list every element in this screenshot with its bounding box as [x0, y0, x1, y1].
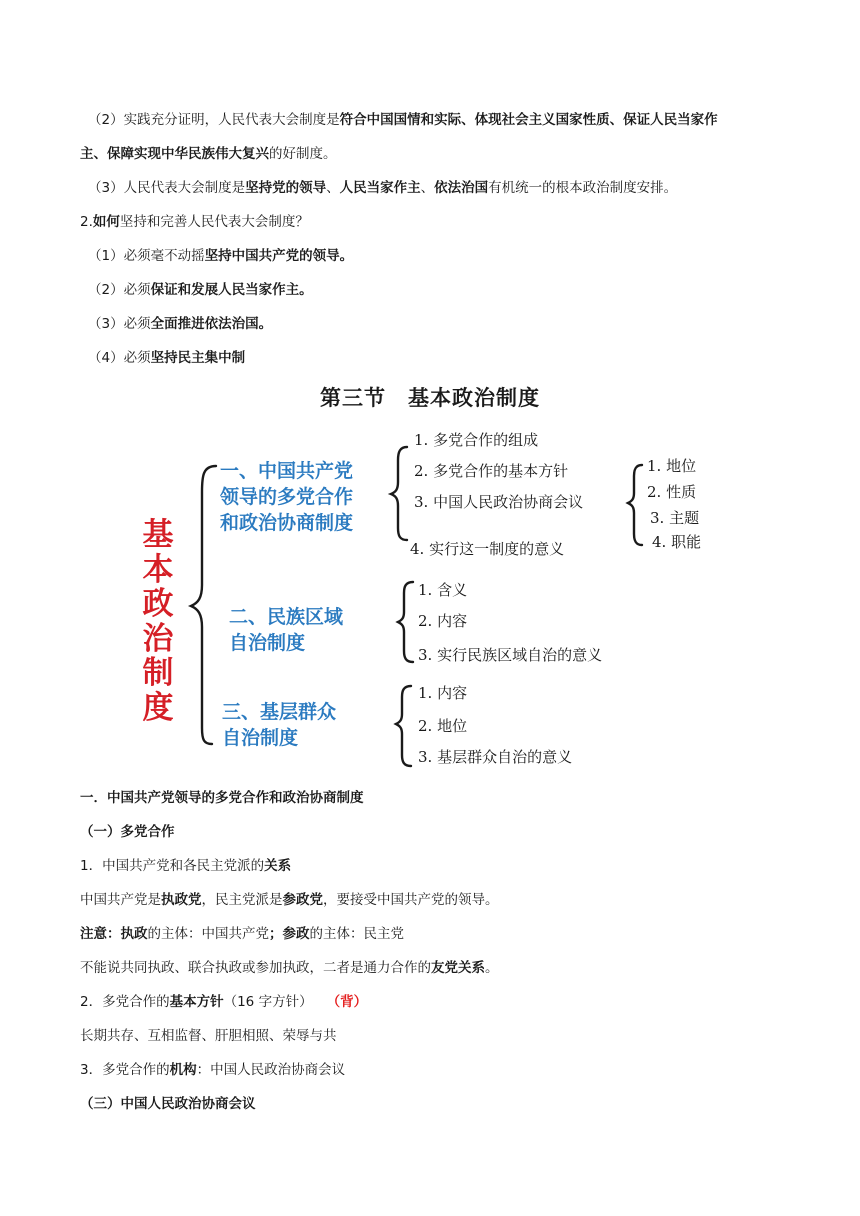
branch1-sub-4: 4. 职能: [652, 533, 702, 551]
branch2-brace: [398, 582, 413, 662]
branch1-item-4: 4. 实行这一制度的意义: [410, 540, 565, 558]
note-1: [80, 856, 291, 876]
root-char: 本: [142, 551, 174, 588]
n5-post: （16 字方针）: [223, 994, 313, 1010]
n3-mid-1: 的主体：中国共产党: [147, 926, 269, 942]
n4-pre: 不能说共同执政、联合执政或参加执政，二者是通力合作的: [80, 960, 431, 976]
main-brace: [191, 466, 216, 744]
n1-bold: 关系: [264, 858, 292, 874]
root-char: 度: [142, 689, 174, 726]
section-title: 第三节 基本政治制度: [320, 386, 540, 410]
n7-pre: 3．多党合作的: [80, 1062, 170, 1078]
note-4: [80, 958, 499, 978]
p1b-text: 的好制度。: [269, 146, 337, 162]
branch2-label: [229, 604, 343, 656]
p2-bold-1: 坚持党的领导: [245, 180, 327, 196]
note-5: [80, 992, 367, 1012]
branch1-sub-1: 1. 地位: [647, 457, 697, 475]
n2-pre: 中国共产党是: [80, 892, 161, 908]
n3-mid-2: 的主体：民主党: [309, 926, 404, 942]
branch2-line: 自治制度: [229, 632, 306, 654]
branch3-brace: [396, 686, 411, 766]
n7-post: ：中国人民政治协商会议: [196, 1062, 346, 1078]
branch3-line: 自治制度: [222, 727, 299, 749]
branch1-item-3: 3. 中国人民政治协商会议: [414, 493, 584, 511]
root-char: 基: [142, 517, 174, 553]
notes-heading-3: （三）中国人民政治协商会议: [80, 1096, 256, 1112]
root-char: 制: [142, 655, 174, 691]
n7-bold: 机构: [169, 1062, 197, 1078]
root-label: [138, 518, 178, 725]
p1b-bold: 主、保障实现中华民族伟大复兴: [80, 146, 269, 162]
n5-pre: 2．多党合作的: [80, 994, 170, 1010]
branch3-item-1: 1. 内容: [418, 684, 468, 702]
branch1-item-1: 1. 多党合作的组成: [414, 431, 539, 449]
p2-sep-2: 、: [420, 180, 435, 196]
memorize-tag: （背）: [326, 994, 368, 1010]
p2-post: 有机统一的根本政治制度安排。: [488, 180, 678, 196]
n1-pre: 1．中国共产党和各民主党派的: [80, 858, 265, 874]
branch3-label: [222, 699, 336, 751]
n3-bold-1: 注意：执政: [80, 926, 148, 942]
branch1-brace: [391, 447, 407, 540]
n4-bold: 友党关系: [431, 960, 485, 976]
root-char: 治: [142, 620, 174, 657]
branch2-item-2: 2. 内容: [418, 612, 468, 630]
branch3-item-2: 2. 地位: [418, 717, 468, 735]
branch3-item-3: 3. 基层群众自治的意义: [418, 748, 573, 766]
branch1-line: 一、中国共产党: [220, 460, 354, 482]
sub-brace: [628, 465, 642, 545]
note-7: [80, 1060, 345, 1080]
n3-bold-2: ；参政: [269, 926, 310, 942]
q-bold: 如何: [92, 214, 120, 230]
note-3: [80, 924, 404, 944]
branch1-label: [220, 458, 353, 536]
n5-bold: 基本方针: [169, 994, 224, 1010]
note-6: 长期共存、互相监督、肝胆相照、荣辱与共: [80, 1028, 337, 1044]
r3-pre: （3）必须: [88, 316, 151, 332]
r4-pre: （4）必须: [88, 350, 151, 366]
r1-pre: （1）必须毫不动摇: [88, 248, 205, 264]
notes-heading-1: 一．中国共产党领导的多党合作和政治协商制度: [80, 790, 364, 806]
r2-pre: （2）必须: [88, 282, 151, 298]
notes-heading-2: （一）多党合作: [80, 824, 175, 840]
branch1-line: 和政治协商制度: [220, 512, 354, 534]
branch2-line: 二、民族区域: [229, 606, 344, 628]
branch1-sub-2: 2. 性质: [647, 483, 697, 501]
branch2-item-3: 3. 实行民族区域自治的意义: [418, 646, 603, 664]
r2-bold: 保证和发展人民当家作主。: [150, 282, 313, 298]
p1a-bold: 符合中国国情和实际、体现社会主义国家性质、保证人民当家作: [339, 112, 718, 128]
branch1-item-2: 2. 多党合作的基本方针: [414, 462, 569, 480]
n2-bold-2: 参政党: [282, 892, 323, 908]
p2-pre: （3）人民代表大会制度是: [88, 180, 246, 196]
root-char: 政: [142, 586, 174, 622]
p2-bold-3: 依法治国: [434, 180, 489, 196]
p2-sep-1: 、: [326, 180, 340, 196]
p1a-text: （2）实践充分证明，人民代表大会制度是: [88, 112, 340, 128]
note-2: [80, 890, 499, 910]
n2-mid: ，民主党派是: [201, 892, 283, 908]
n2-post: ，要接受中国共产党的领导。: [323, 892, 499, 908]
n4-post: 。: [485, 960, 499, 976]
n2-bold-1: 执政党: [161, 892, 202, 908]
branch3-line: 三、基层群众: [222, 701, 337, 723]
branch2-item-1: 1. 含义: [418, 581, 468, 599]
branch1-line: 领导的多党合作: [220, 486, 354, 508]
branch1-sub-3: 3. 主题: [650, 509, 700, 527]
r3-bold: 全面推进依法治国。: [150, 316, 273, 332]
r4-bold: 坚持民主集中制: [150, 350, 246, 366]
q-post: 坚持和完善人民代表大会制度？: [119, 214, 309, 230]
r1-bold: 坚持中国共产党的领导。: [204, 248, 354, 264]
q-pre: 2.: [80, 214, 93, 230]
p2-bold-2: 人民当家作主: [339, 180, 421, 196]
